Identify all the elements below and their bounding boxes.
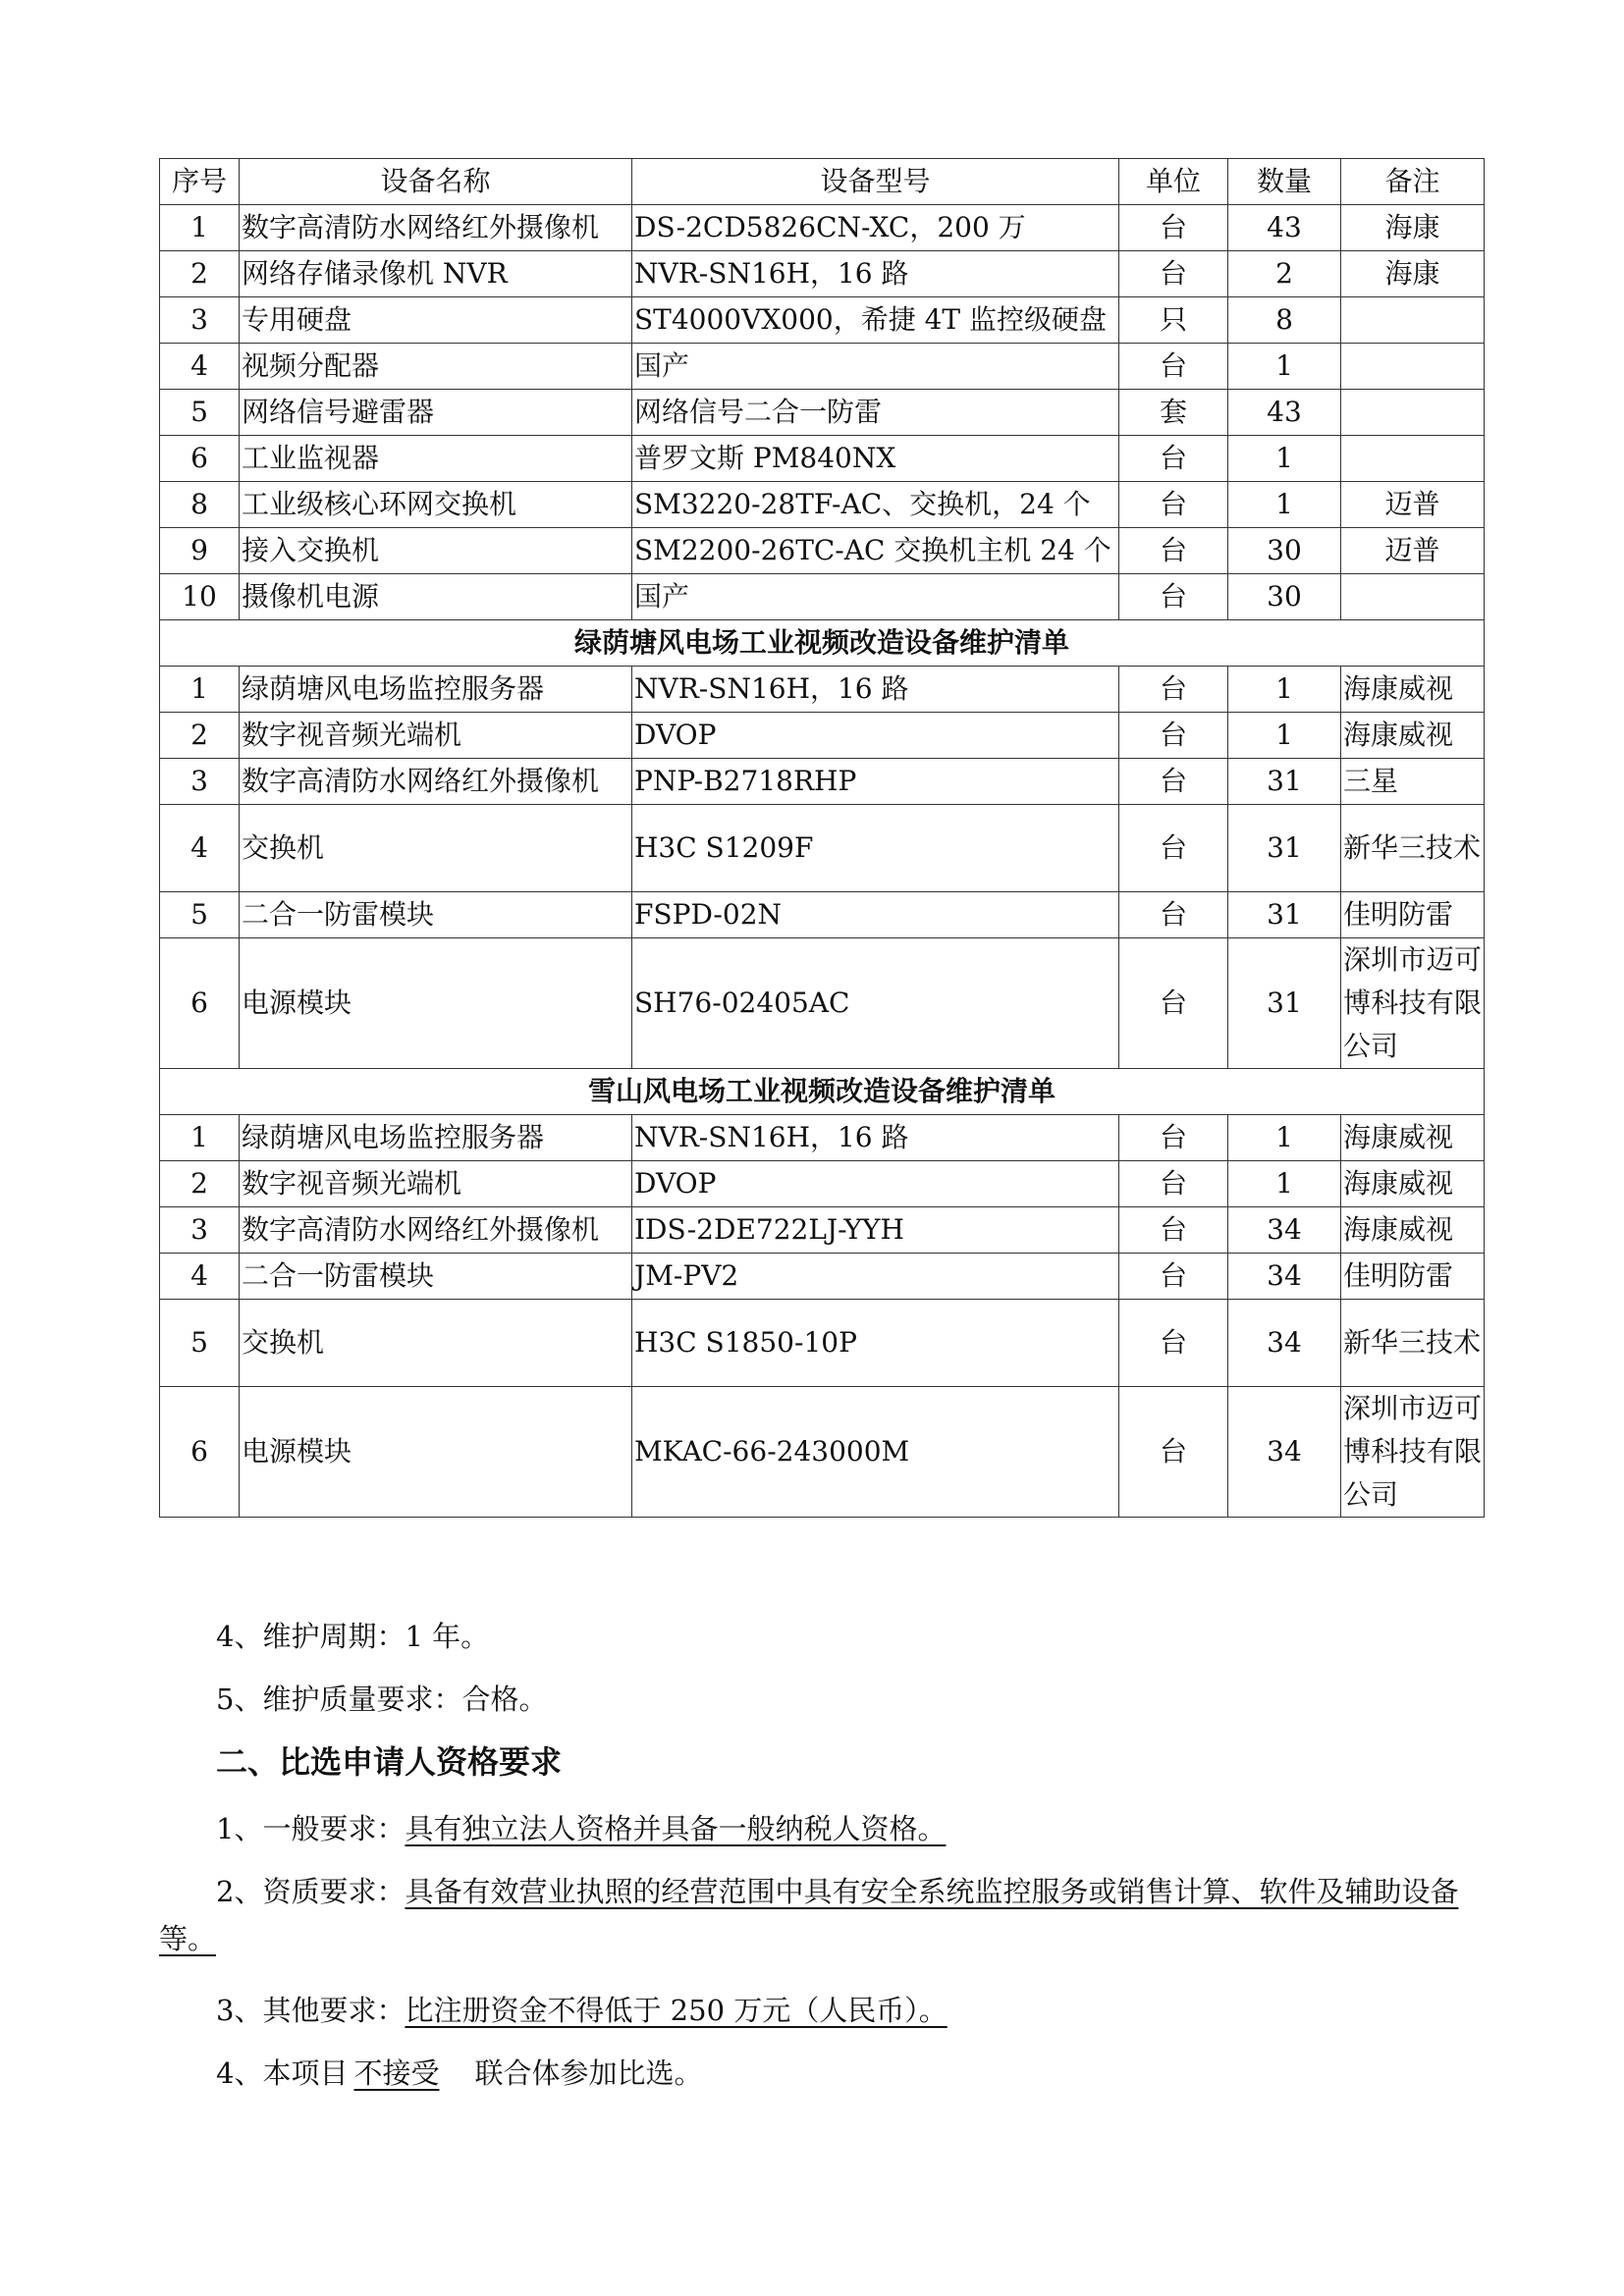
cell-note	[1341, 344, 1485, 390]
cell-name: 交换机	[240, 805, 632, 892]
cell-qty: 1	[1228, 436, 1341, 482]
maintenance-quality: 5、维护质量要求：合格。	[216, 1682, 548, 1716]
cell-name: 绿荫塘风电场监控服务器	[240, 1115, 632, 1161]
cell-name: 绿荫塘风电场监控服务器	[240, 667, 632, 713]
table-row	[160, 667, 1485, 713]
cell-note: 三星	[1341, 759, 1485, 805]
cell-no: 2	[160, 251, 240, 297]
cell-no: 6	[160, 436, 240, 482]
cell-name: 数字高清防水网络红外摄像机	[240, 759, 632, 805]
requirement-other-value: 比注册资金不得低于 250 万元（人民币）。	[405, 1994, 947, 2027]
cell-no: 4	[160, 1254, 240, 1300]
cell-no: 2	[160, 713, 240, 759]
cell-no: 5	[160, 892, 240, 938]
cell-model: H3C S1209F	[632, 805, 1119, 892]
cell-model: ST4000VX000，希捷 4T 监控级硬盘	[632, 297, 1119, 344]
cell-name: 摄像机电源	[240, 574, 632, 620]
cell-name: 视频分配器	[240, 344, 632, 390]
requirement-other	[159, 1987, 1465, 2034]
cell-no: 4	[160, 344, 240, 390]
requirement-consortium-prefix: 4、本项目	[216, 2056, 349, 2090]
table-row	[160, 713, 1485, 759]
table-row	[160, 759, 1485, 805]
header-qty: 数量	[1228, 159, 1341, 205]
cell-note	[1341, 436, 1485, 482]
cell-model: PNP-B2718RHP	[632, 759, 1119, 805]
cell-name: 网络存储录像机 NVR	[240, 251, 632, 297]
header-model: 设备型号	[632, 159, 1119, 205]
table-row	[160, 1161, 1485, 1207]
cell-note	[1341, 297, 1485, 344]
table-row	[160, 1387, 1485, 1518]
cell-name: 电源模块	[240, 1387, 632, 1518]
table-row	[160, 436, 1485, 482]
cell-name: 数字高清防水网络红外摄像机	[240, 205, 632, 251]
cell-no: 5	[160, 1300, 240, 1387]
cell-model: IDS-2DE722LJ-YYH	[632, 1207, 1119, 1254]
cell-unit: 台	[1119, 938, 1228, 1069]
requirement-other-label: 3、其他要求：	[216, 1994, 406, 2027]
table-row	[160, 1254, 1485, 1300]
cell-unit: 台	[1119, 667, 1228, 713]
table-row	[160, 251, 1485, 297]
header-unit: 单位	[1119, 159, 1228, 205]
cell-no: 5	[160, 390, 240, 436]
cell-unit: 台	[1119, 1161, 1228, 1207]
cell-note: 海康威视	[1341, 1161, 1485, 1207]
cell-qty: 2	[1228, 251, 1341, 297]
cell-unit: 台	[1119, 436, 1228, 482]
requirement-qualification-value: 具备有效营业执照的经营范围中具有安全系统监控服务或销售计算、软件及辅助设备等。	[159, 1875, 1459, 1955]
requirement-consortium	[159, 2050, 1465, 2097]
cell-qty: 31	[1228, 759, 1341, 805]
cell-unit: 台	[1119, 1387, 1228, 1518]
cell-unit: 台	[1119, 1300, 1228, 1387]
table-row	[160, 892, 1485, 938]
cell-model: FSPD-02N	[632, 892, 1119, 938]
cell-model: MKAC-66-243000M	[632, 1387, 1119, 1518]
cell-model: NVR-SN16H，16 路	[632, 1115, 1119, 1161]
requirement-consortium-value: 不接受	[353, 2056, 440, 2090]
cell-note: 海康	[1341, 251, 1485, 297]
table-row	[160, 1300, 1485, 1387]
cell-no: 4	[160, 805, 240, 892]
table-row	[160, 528, 1485, 574]
cell-qty: 34	[1228, 1300, 1341, 1387]
cell-note: 深圳市迈可博科技有限公司	[1341, 1387, 1485, 1518]
cell-unit: 套	[1119, 390, 1228, 436]
cell-qty: 31	[1228, 938, 1341, 1069]
cell-model: NVR-SN16H，16 路	[632, 251, 1119, 297]
section-title-row	[160, 620, 1485, 667]
table-row	[160, 297, 1485, 344]
cell-note: 海康威视	[1341, 667, 1485, 713]
table-row	[160, 805, 1485, 892]
cell-name: 二合一防雷模块	[240, 1254, 632, 1300]
cell-model: SH76-02405AC	[632, 938, 1119, 1069]
cell-qty: 1	[1228, 1161, 1341, 1207]
cell-no: 8	[160, 482, 240, 528]
cell-qty: 34	[1228, 1387, 1341, 1518]
cell-note	[1341, 390, 1485, 436]
cell-no: 9	[160, 528, 240, 574]
cell-note: 迈普	[1341, 528, 1485, 574]
cell-name: 交换机	[240, 1300, 632, 1387]
table-row	[160, 574, 1485, 620]
cell-note: 新华三技术	[1341, 1300, 1485, 1387]
cell-unit: 台	[1119, 528, 1228, 574]
cell-note	[1341, 574, 1485, 620]
cell-unit: 台	[1119, 1115, 1228, 1161]
cell-qty: 1	[1228, 713, 1341, 759]
cell-note: 新华三技术	[1341, 805, 1485, 892]
cell-qty: 1	[1228, 482, 1341, 528]
table-row	[160, 344, 1485, 390]
cell-unit: 台	[1119, 205, 1228, 251]
header-note: 备注	[1341, 159, 1485, 205]
requirement-qualification	[159, 1868, 1465, 1962]
cell-unit: 台	[1119, 482, 1228, 528]
cell-qty: 43	[1228, 205, 1341, 251]
cell-model: DVOP	[632, 1161, 1119, 1207]
cell-unit: 台	[1119, 1254, 1228, 1300]
cell-note: 海康威视	[1341, 1207, 1485, 1254]
equipment-maintenance-table	[159, 158, 1485, 1518]
cell-no: 1	[160, 667, 240, 713]
table-row	[160, 390, 1485, 436]
cell-unit: 台	[1119, 251, 1228, 297]
cell-no: 6	[160, 938, 240, 1069]
requirement-qualification-label: 2、资质要求：	[216, 1875, 406, 1908]
cell-unit: 只	[1119, 297, 1228, 344]
cell-name: 数字视音频光端机	[240, 713, 632, 759]
cell-qty: 43	[1228, 390, 1341, 436]
cell-name: 数字高清防水网络红外摄像机	[240, 1207, 632, 1254]
cell-no: 1	[160, 205, 240, 251]
maintenance-period: 4、维护周期：1 年。	[216, 1620, 490, 1653]
cell-unit: 台	[1119, 805, 1228, 892]
cell-note: 海康威视	[1341, 713, 1485, 759]
table-row	[160, 1115, 1485, 1161]
requirement-general-label: 1、一般要求：	[216, 1812, 406, 1845]
section-heading-qualification: 二、比选申请人资格要求	[216, 1743, 563, 1781]
cell-no: 6	[160, 1387, 240, 1518]
section-title-row	[160, 1069, 1485, 1115]
cell-no: 10	[160, 574, 240, 620]
cell-model: DS-2CD5826CN-XC，200 万	[632, 205, 1119, 251]
cell-name: 接入交换机	[240, 528, 632, 574]
cell-qty: 31	[1228, 892, 1341, 938]
cell-qty: 1	[1228, 1115, 1341, 1161]
cell-qty: 34	[1228, 1207, 1341, 1254]
cell-name: 网络信号避雷器	[240, 390, 632, 436]
cell-name: 数字视音频光端机	[240, 1161, 632, 1207]
cell-qty: 1	[1228, 344, 1341, 390]
cell-note: 佳明防雷	[1341, 892, 1485, 938]
cell-name: 二合一防雷模块	[240, 892, 632, 938]
cell-note: 佳明防雷	[1341, 1254, 1485, 1300]
cell-unit: 台	[1119, 892, 1228, 938]
cell-model: 国产	[632, 344, 1119, 390]
cell-model: 普罗文斯 PM840NX	[632, 436, 1119, 482]
cell-name: 工业监视器	[240, 436, 632, 482]
requirement-general-value: 具有独立法人资格并具备一般纳税人资格。	[405, 1812, 947, 1845]
cell-unit: 台	[1119, 759, 1228, 805]
cell-note: 海康威视	[1341, 1115, 1485, 1161]
cell-unit: 台	[1119, 713, 1228, 759]
cell-qty: 34	[1228, 1254, 1341, 1300]
cell-note: 深圳市迈可博科技有限公司	[1341, 938, 1485, 1069]
cell-qty: 30	[1228, 574, 1341, 620]
cell-qty: 30	[1228, 528, 1341, 574]
cell-model: SM2200-26TC-AC 交换机主机 24 个	[632, 528, 1119, 574]
header-no: 序号	[160, 159, 240, 205]
cell-name: 专用硬盘	[240, 297, 632, 344]
cell-no: 3	[160, 759, 240, 805]
cell-model: 国产	[632, 574, 1119, 620]
cell-model: H3C S1850-10P	[632, 1300, 1119, 1387]
cell-unit: 台	[1119, 344, 1228, 390]
header-name: 设备名称	[240, 159, 632, 205]
cell-qty: 8	[1228, 297, 1341, 344]
cell-no: 3	[160, 297, 240, 344]
cell-unit: 台	[1119, 1207, 1228, 1254]
table-row	[160, 1207, 1485, 1254]
cell-model: NVR-SN16H，16 路	[632, 667, 1119, 713]
cell-unit: 台	[1119, 574, 1228, 620]
cell-model: DVOP	[632, 713, 1119, 759]
cell-note: 海康	[1341, 205, 1485, 251]
cell-qty: 1	[1228, 667, 1341, 713]
cell-note: 迈普	[1341, 482, 1485, 528]
cell-model: SM3220-28TF-AC、交换机，24 个	[632, 482, 1119, 528]
requirement-consortium-suffix: 联合体参加比选。	[474, 2056, 703, 2090]
cell-model: 网络信号二合一防雷	[632, 390, 1119, 436]
table-row	[160, 482, 1485, 528]
cell-no: 1	[160, 1115, 240, 1161]
cell-no: 2	[160, 1161, 240, 1207]
cell-no: 3	[160, 1207, 240, 1254]
cell-model: JM-PV2	[632, 1254, 1119, 1300]
section-title-lvyintang: 绿荫塘风电场工业视频改造设备维护清单	[160, 620, 1485, 667]
cell-name: 电源模块	[240, 938, 632, 1069]
table-header-row	[160, 159, 1485, 205]
section-title-xueshan: 雪山风电场工业视频改造设备维护清单	[160, 1069, 1485, 1115]
cell-name: 工业级核心环网交换机	[240, 482, 632, 528]
table-row	[160, 205, 1485, 251]
requirement-general	[159, 1805, 1465, 1852]
table-row	[160, 938, 1485, 1069]
cell-qty: 31	[1228, 805, 1341, 892]
